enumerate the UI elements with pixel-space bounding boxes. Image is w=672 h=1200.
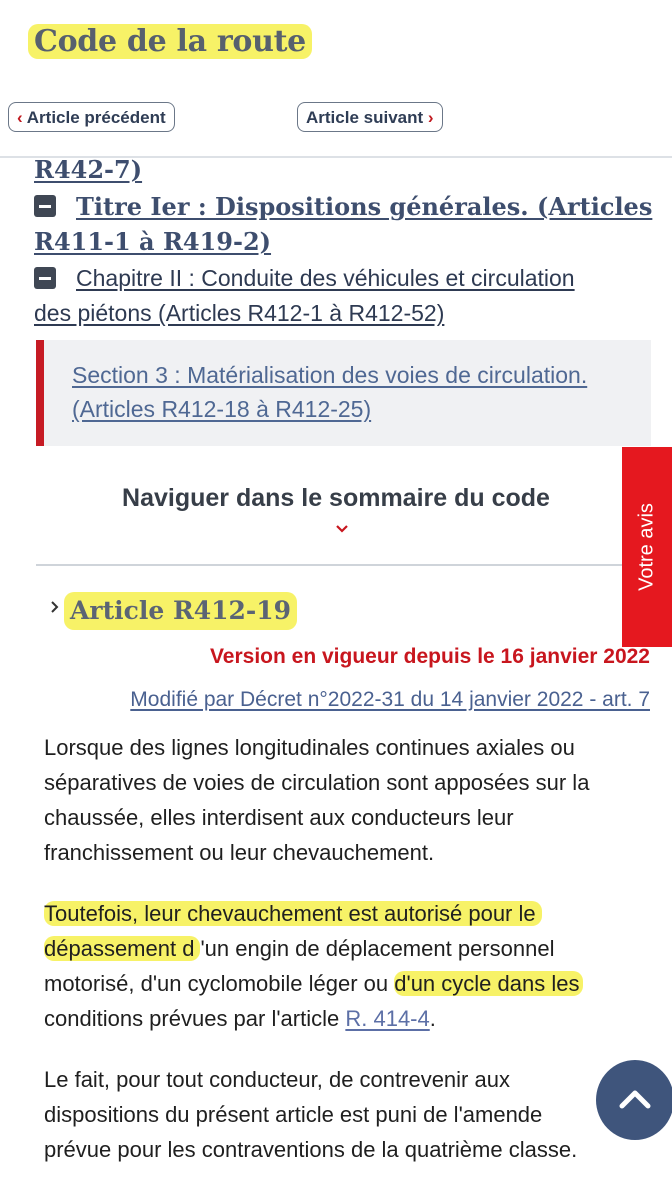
paragraph-text: . (429, 1006, 436, 1031)
prev-article-label: Article précédent (26, 108, 166, 127)
paragraph-line: prévue pour les contraventions de la quatrième classe. (44, 1137, 578, 1162)
divider (36, 564, 636, 566)
paragraph-line: franchissement ou leur chevauchement. (44, 840, 435, 865)
chevron-down-icon[interactable] (335, 524, 349, 534)
chevron-right-icon: › (427, 108, 434, 127)
site-header (0, 0, 672, 92)
article-paragraph-1 (44, 730, 642, 870)
paragraph-line: Lorsque des lignes longitudinales continues axiales ou (44, 735, 575, 760)
toc-titre-link-cont[interactable]: R411-1 à R419-2) (34, 227, 272, 256)
article-paragraph-3 (44, 1062, 642, 1167)
minus-square-icon[interactable] (34, 195, 56, 217)
section-link[interactable] (72, 358, 642, 426)
current-section-box (36, 340, 651, 446)
next-article-button[interactable] (297, 102, 443, 132)
toc-partial-link[interactable]: R442-7) (34, 155, 143, 184)
feedback-label: Votre avis (635, 503, 658, 591)
modifie-par-link[interactable]: Modifié par Décret n°2022-31 du 14 janvier 2022 - art. 7 (130, 688, 650, 711)
toc-chapitre-link[interactable]: Chapitre II : Conduite des véhicules et circulation (76, 265, 575, 291)
prev-article-button[interactable] (8, 102, 175, 132)
toc-chapitre-link-cont[interactable]: des piétons (Articles R412-1 à R412-52) (34, 300, 445, 326)
toc-titre-link[interactable]: Titre Ier : Dispositions générales. (Articles (76, 192, 653, 221)
paragraph-line: dispositions du présent article est puni de l'amende (44, 1102, 543, 1127)
chevron-left-icon: ‹ (17, 108, 23, 127)
section-link-line2: (Articles R412-18 à R412-25) (72, 396, 372, 422)
article-reference-link[interactable]: R. 414-4 (345, 1006, 430, 1031)
article-title[interactable]: Article R412-19 (64, 592, 297, 630)
highlighted-text: dépassement d (44, 936, 200, 961)
site-title[interactable]: Code de la route (28, 24, 312, 59)
scroll-to-top-button[interactable] (596, 1060, 672, 1140)
next-article-label: Article suivant (306, 108, 424, 127)
chevron-up-icon (596, 1060, 672, 1140)
paragraph-text: motorisé, d'un cyclomobile léger ou (44, 971, 395, 996)
version-status: Version en vigueur depuis le 16 janvier 2022 (209, 645, 650, 668)
highlighted-text: Toutefois, leur chevauchement est autorisé pour le (44, 901, 542, 926)
feedback-tab[interactable] (622, 447, 672, 647)
section-link-line1: Section 3 : Matérialisation des voies de circulation. (72, 362, 588, 388)
highlighted-text: d'un cycle dans les (394, 971, 583, 996)
paragraph-line: séparatives de voies de circulation sont apposées sur la (44, 770, 590, 795)
article-paragraph-2 (44, 896, 642, 1036)
article-nav (0, 102, 672, 134)
paragraph-line: chaussée, elles interdisent aux conducteurs leur (44, 805, 514, 830)
paragraph-text: 'un engin de déplacement personnel (200, 936, 555, 961)
paragraph-line: Le fait, pour tout conducteur, de contrevenir aux (44, 1067, 510, 1092)
chevron-right-icon[interactable] (50, 600, 60, 614)
paragraph-text: conditions prévues par l'article (44, 1006, 346, 1031)
minus-square-icon[interactable] (34, 267, 56, 289)
sommaire-toggle[interactable]: Naviguer dans le sommaire du code (122, 484, 550, 512)
